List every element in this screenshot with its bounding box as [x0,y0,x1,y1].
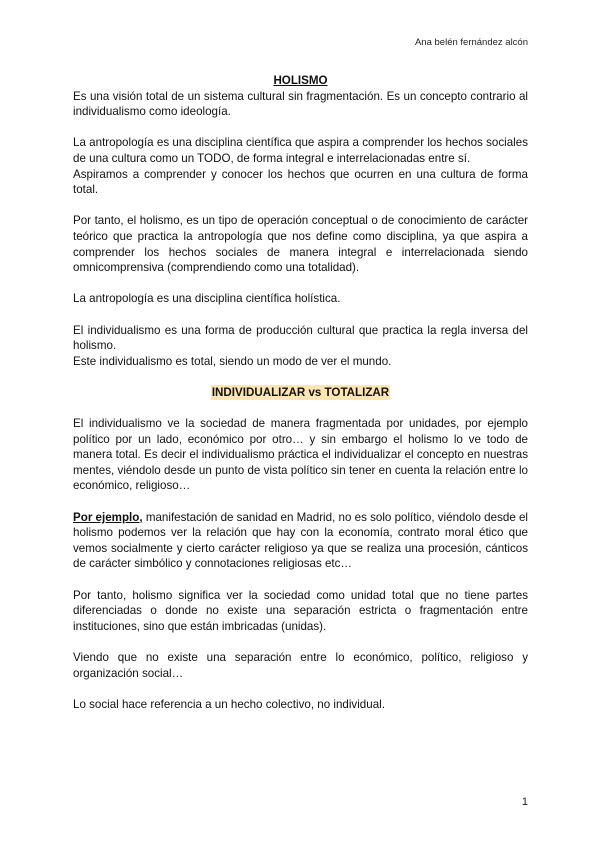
paragraph: Este individualismo es total, siendo un modo de ver el mundo. [73,354,392,368]
section-subtitle [73,385,528,401]
example-lead: Por ejemplo, [73,510,143,524]
document-title: HOLISMO [273,74,328,87]
paragraph: La antropología es una disciplina científica holística. [73,292,341,306]
example-text: manifestación de sanidad en Madrid, no es solo político, viéndolo desde el holismo podemos ver la relación que hay con la economía, contrato moral ético que vemos socialmente y cierto carácter religioso ya que se realiza una procesión, cánticos de carácter simbólico y connotaciones religiosas etc… [73,510,529,571]
author-name: Ana belén fernández alcón [414,37,528,48]
paragraph: Viendo que no existe una separación entre lo económico, político, religioso y organización social… [73,650,528,680]
paragraph: La antropología es una disciplina científica que aspira a comprender los hechos sociales de una cultura como un TODO, de forma integral e interrelacionadas entre sí. [73,136,528,165]
paragraph: Es una visión total de un sistema cultural sin fragmentación. Es un concepto contrario al individualismo como ideología. [73,89,528,119]
page-number: 1 [521,796,528,808]
paragraph: Por tanto, el holismo, es un tipo de operación conceptual o de conocimiento de carácter teórico que practica la antropología que nos define como disciplina, ya que aspira a comprender los hechos sociales de manera integral e interrelacionada siendo omnicomprensiva (comprendiendo como una totalidad). [73,214,528,275]
paragraph: El individualismo es una forma de producción cultural que practica la regla inversa del holismo. [73,323,528,353]
paragraph: El individualismo ve la sociedad de manera fragmentada por unidades, por ejemplo político por un lado, económico por otro… y sin embargo el holismo lo ve todo de manera total. Es decir el individualismo práctica el individualizar el concepto en nuestras mentes, viéndolo desde un punto de vista político sin tener en cuenta la relación entre lo económico, religioso… [73,417,528,493]
document-body [73,73,528,728]
paragraph: Aspiramos a comprender y conocer los hechos que ocurren en una cultura de forma total. [73,167,528,197]
paragraph: Lo social hace referencia a un hecho colectivo, no individual. [73,697,385,711]
paragraph: Por tanto, holismo significa ver la sociedad como unidad total que no tiene partes diferenciadas o donde no existe una separación estricta o fragmentación entre instituciones, sino que están imbricadas (unidas). [73,588,528,633]
subtitle-highlight: INDIVIDUALIZAR vs TOTALIZAR [211,385,390,399]
example-paragraph [73,510,528,572]
